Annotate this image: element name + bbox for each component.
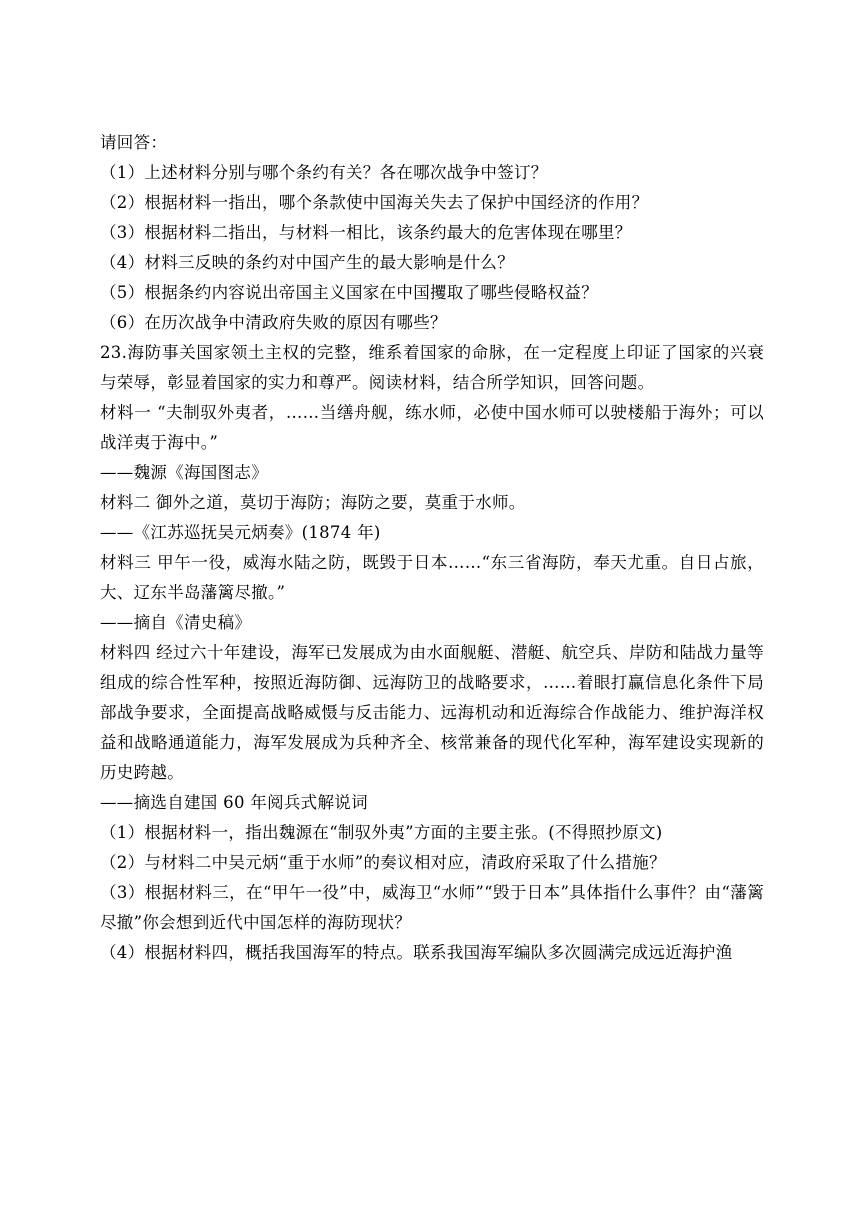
material-2-source: ——《江苏巡抚吴元炳奏》(1874 年): [100, 523, 381, 542]
question-5: （5）根据条约内容说出帝国主义国家在中国攫取了哪些侵略权益？: [100, 283, 598, 302]
question-3: （3）根据材料二指出，与材料一相比，该条约最大的危害体现在哪里？: [100, 223, 632, 242]
q23-sub-3: （3）根据材料三，在“甲午一役”中，威海卫“水师”“毁于日本”具体指什么事件？由“藩篱尽撤”你会想到近代中国怎样的海防现状？: [100, 883, 764, 932]
q23-sub-1: （1）根据材料一，指出魏源在“制驭外夷”方面的主要主张。(不得照抄原文): [100, 823, 663, 842]
material-3-text: 材料三 甲午一役，威海水陆之防，既毁于日本……“东三省海防，奉天尤重。自日占旅，大、辽东半岛藩篱尽撤。”: [100, 553, 764, 602]
material-4-text: 材料四 经过六十年建设，海军已发展成为由水面舰艇、潜艇、航空兵、岸防和陆战力量等组成的综合性军种，按照近海防御、远海防卫的战略要求，……着眼打赢信息化条件下局部战争要求，全面提高战略威慑与反击能力、远海机动和近海综合作战能力、维护海洋权益和战略通道能力，海军发展成为兵种齐全、核常兼备的现代化军种，海军建设实现新的历史跨越。: [100, 643, 764, 782]
material-4-source: ——摘选自建国 60 年阅兵式解说词: [100, 793, 368, 812]
document-body: [100, 128, 764, 968]
question-1: （1）上述材料分别与哪个条约有关？各在哪次战争中签订？: [100, 163, 548, 182]
question-2: （2）根据材料一指出，哪个条款使中国海关失去了保护中国经济的作用？: [100, 193, 649, 212]
material-1-source: ——魏源《海国图志》: [100, 463, 268, 482]
question-6: （6）在历次战争中清政府失败的原因有哪些？: [100, 313, 447, 332]
answer-prompt: 请回答：: [100, 133, 168, 152]
q23-sub-4: （4）根据材料四，概括我国海军的特点。联系我国海军编队多次圆满完成远近海护渔: [100, 943, 733, 962]
material-3-source: ——摘自《清史稿》: [100, 613, 252, 632]
q23-sub-2: （2）与材料二中吴元炳“重于水师”的奏议相对应，清政府采取了什么措施？: [100, 853, 666, 872]
question-4: （4）材料三反映的条约对中国产生的最大影响是什么？: [100, 253, 514, 272]
material-1-text: 材料一 “夫制驭外夷者，……当缮舟舰，练水师，必使中国水师可以驶楼船于海外；可以战洋夷于海中。”: [100, 403, 764, 452]
material-2-text: 材料二 御外之道，莫切于海防；海防之要，莫重于水师。: [100, 493, 526, 512]
q23-intro: 23.海防事关国家领土主权的完整，维系着国家的命脉，在一定程度上印证了国家的兴衰与荣辱，彰显着国家的实力和尊严。阅读材料，结合所学知识，回答问题。: [100, 343, 764, 392]
